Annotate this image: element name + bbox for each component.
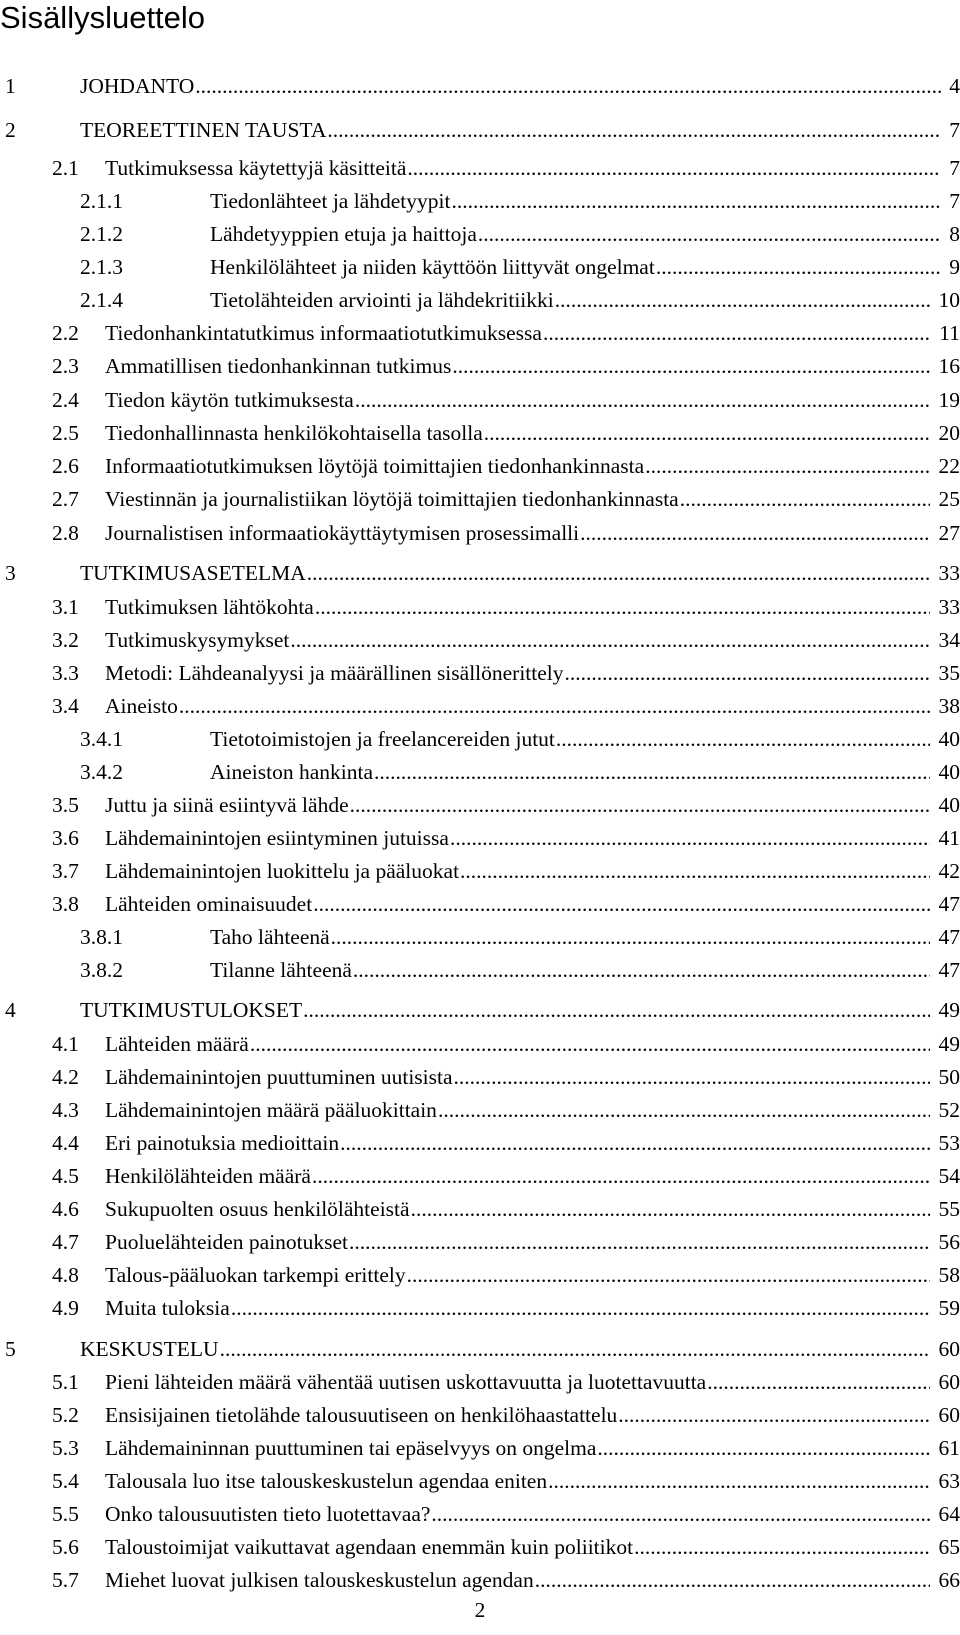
toc-leader xyxy=(105,1465,930,1497)
toc-title: Tietotoimistojen ja freelancereiden jutut xyxy=(210,727,555,751)
toc-number: 3.6 xyxy=(52,826,79,850)
toc-title: Lähdemainintojen luokittelu ja pääluokat xyxy=(105,859,460,883)
toc-chapter-row[interactable] xyxy=(0,994,960,1026)
toc-number: 5.2 xyxy=(52,1403,79,1427)
toc-title: TUTKIMUSTULOKSET xyxy=(80,998,303,1022)
toc-leader xyxy=(80,114,941,146)
toc-title: Tiedon käytön tutkimuksesta xyxy=(105,388,354,412)
toc-leader xyxy=(105,690,930,722)
toc-page-number: 20 xyxy=(938,421,960,445)
toc-leader xyxy=(105,1366,930,1398)
toc-title: Metodi: Lähdeanalyysi ja määrällinen sisällönerittely xyxy=(105,661,564,685)
dot-leader xyxy=(312,1160,930,1192)
toc-page-number: 53 xyxy=(938,1131,960,1155)
toc-leader xyxy=(80,994,930,1026)
dot-leader xyxy=(484,417,930,449)
toc-page-number: 25 xyxy=(938,487,960,511)
toc-title: Tutkimuksessa käytettyjä käsitteitä xyxy=(105,156,407,180)
toc-title: Lähdemainintojen määrä pääluokittain xyxy=(105,1098,437,1122)
toc-section-row[interactable] xyxy=(0,1498,960,1530)
toc-section-row[interactable] xyxy=(0,1028,960,1060)
toc-section-row[interactable] xyxy=(0,1094,960,1126)
page-title: Sisällysluettelo xyxy=(0,0,206,35)
toc-leader xyxy=(105,591,930,623)
toc-chapter-row[interactable] xyxy=(0,557,960,589)
toc-title: Ensisijainen tietolähde talousuutiseen on henkilöhaastattelu xyxy=(105,1403,618,1427)
toc-number: 5 xyxy=(5,1337,16,1361)
toc-title: TEOREETTINEN TAUSTA xyxy=(80,118,327,142)
toc-number: 4.8 xyxy=(52,1263,79,1287)
toc-number: 2.4 xyxy=(52,388,79,412)
toc-leader xyxy=(105,1127,930,1159)
toc-number: 3.4.1 xyxy=(80,727,123,751)
toc-section-row[interactable] xyxy=(0,690,960,722)
toc-page-number: 22 xyxy=(938,454,960,478)
toc-number: 3.2 xyxy=(52,628,79,652)
dot-leader xyxy=(231,1292,930,1324)
toc-title: Lähdemainintojen esiintyminen jutuissa xyxy=(105,826,449,850)
toc-section-row[interactable] xyxy=(0,1366,960,1398)
toc-leader xyxy=(105,1094,930,1126)
toc-number: 5.1 xyxy=(52,1370,79,1394)
toc-title: Aineiston hankinta xyxy=(210,760,374,784)
toc-leader xyxy=(80,70,941,102)
dot-leader xyxy=(349,1226,930,1258)
toc-title: Tietolähteiden arviointi ja lähdekritiikki xyxy=(210,288,554,312)
dot-leader xyxy=(353,954,930,986)
toc-page-number: 47 xyxy=(938,925,960,949)
toc-number: 5.6 xyxy=(52,1535,79,1559)
toc-section-row[interactable] xyxy=(0,417,960,449)
toc-page-number: 9 xyxy=(949,255,960,279)
toc-number: 2.6 xyxy=(52,454,79,478)
toc-page-number: 60 xyxy=(938,1403,960,1427)
toc-title: Tiedonhallinnasta henkilökohtaisella tasolla xyxy=(105,421,483,445)
dot-leader xyxy=(250,1028,930,1060)
toc-number: 4.4 xyxy=(52,1131,79,1155)
toc-leader xyxy=(210,723,930,755)
toc-page-number: 7 xyxy=(949,189,960,213)
toc-section-row[interactable] xyxy=(0,317,960,349)
dot-leader xyxy=(374,756,930,788)
toc-leader xyxy=(105,822,930,854)
toc-title: Tiedonhankintatutkimus informaatiotutkimuksessa xyxy=(105,321,542,345)
toc-page-number: 47 xyxy=(938,958,960,982)
toc-section-row[interactable] xyxy=(0,1399,960,1431)
toc-leader xyxy=(105,384,930,416)
toc-page-number: 38 xyxy=(938,694,960,718)
toc-section-row[interactable] xyxy=(0,450,960,482)
toc-leader xyxy=(105,888,930,920)
toc-number: 1 xyxy=(5,74,16,98)
toc-number: 3 xyxy=(5,561,16,585)
toc-leader xyxy=(105,517,930,549)
dot-leader xyxy=(331,921,930,953)
toc-page-number: 33 xyxy=(938,595,960,619)
toc-page-number: 59 xyxy=(938,1296,960,1320)
dot-leader xyxy=(656,251,941,283)
toc-subsection-row[interactable] xyxy=(0,723,960,755)
toc-page-number: 52 xyxy=(938,1098,960,1122)
toc-section-row[interactable] xyxy=(0,789,960,821)
dot-leader xyxy=(707,1366,930,1398)
toc-page-number: 7 xyxy=(949,156,960,180)
dot-leader xyxy=(452,350,930,382)
toc-leader xyxy=(105,1160,930,1192)
toc-page-number: 66 xyxy=(938,1568,960,1592)
toc-page-number: 61 xyxy=(938,1436,960,1460)
toc-page-number: 27 xyxy=(938,521,960,545)
toc-number: 4.7 xyxy=(52,1230,79,1254)
toc-title: TUTKIMUSASETELMA xyxy=(80,561,306,585)
toc-number: 3.8.2 xyxy=(80,958,123,982)
toc-page-number: 49 xyxy=(938,1032,960,1056)
toc-title: Henkilölähteet ja niiden käyttöön liittyvät ongelmat xyxy=(210,255,655,279)
toc-title: Lähteiden määrä xyxy=(105,1032,249,1056)
toc-number: 4.3 xyxy=(52,1098,79,1122)
toc-section-row[interactable] xyxy=(0,517,960,549)
toc-title: Henkilölähteiden määrä xyxy=(105,1164,311,1188)
dot-leader xyxy=(290,624,930,656)
toc-page-number: 55 xyxy=(938,1197,960,1221)
toc-title: Tilanne lähteenä xyxy=(210,958,352,982)
toc-section-row[interactable] xyxy=(0,1193,960,1225)
dot-leader xyxy=(195,70,941,102)
toc-title: Lähdemainintojen puuttuminen uutisista xyxy=(105,1065,453,1089)
toc-number: 3.8 xyxy=(52,892,79,916)
dot-leader xyxy=(565,657,930,689)
toc-page-number: 63 xyxy=(938,1469,960,1493)
toc-leader xyxy=(105,1259,930,1291)
toc-section-row[interactable] xyxy=(0,1127,960,1159)
dot-leader xyxy=(438,1094,930,1126)
toc-number: 3.5 xyxy=(52,793,79,817)
toc-number: 2.8 xyxy=(52,521,79,545)
toc-title: Viestinnän ja journalistiikan löytöjä toimittajien tiedonhankinnasta xyxy=(105,487,679,511)
toc-page-number: 33 xyxy=(938,561,960,585)
toc-section-row[interactable] xyxy=(0,591,960,623)
toc-page-number: 40 xyxy=(938,793,960,817)
toc-page-number: 41 xyxy=(938,826,960,850)
toc-page-number: 40 xyxy=(938,760,960,784)
dot-leader xyxy=(327,114,941,146)
toc-section-row[interactable] xyxy=(0,1531,960,1563)
toc-section-row[interactable] xyxy=(0,152,960,184)
dot-leader xyxy=(548,1465,930,1497)
toc-page-number: 60 xyxy=(938,1370,960,1394)
toc-number: 4.1 xyxy=(52,1032,79,1056)
toc-leader xyxy=(210,756,930,788)
dot-leader xyxy=(618,1399,930,1431)
toc-page-number: 56 xyxy=(938,1230,960,1254)
toc-title: JOHDANTO xyxy=(80,74,195,98)
toc-page-number: 4 xyxy=(949,74,960,98)
toc-subsection-row[interactable] xyxy=(0,185,960,217)
page-number: 2 xyxy=(474,1598,486,1622)
toc-number: 2.3 xyxy=(52,354,79,378)
toc-leader xyxy=(105,1432,930,1464)
toc-leader xyxy=(210,954,930,986)
toc-page-number: 58 xyxy=(938,1263,960,1287)
toc-subsection-row[interactable] xyxy=(0,921,960,953)
dot-leader xyxy=(355,384,930,416)
toc-section-row[interactable] xyxy=(0,1432,960,1464)
toc-leader xyxy=(105,1028,930,1060)
dot-leader xyxy=(556,723,930,755)
toc-number: 2.5 xyxy=(52,421,79,445)
toc-title: Eri painotuksia medioittain xyxy=(105,1131,340,1155)
toc-page-number: 34 xyxy=(938,628,960,652)
toc-section-row[interactable] xyxy=(0,1259,960,1291)
dot-leader xyxy=(407,152,941,184)
toc-number: 2.1.2 xyxy=(80,222,123,246)
toc-number: 4 xyxy=(5,998,16,1022)
toc-section-row[interactable] xyxy=(0,624,960,656)
toc-title: Taloustoimijat vaikuttavat agendaan enemmän kuin poliitikot xyxy=(105,1535,634,1559)
toc-page-number: 7 xyxy=(949,118,960,142)
toc-section-row[interactable] xyxy=(0,855,960,887)
toc-leader xyxy=(210,251,941,283)
toc-title: KESKUSTELU xyxy=(80,1337,219,1361)
toc-leader xyxy=(105,1292,930,1324)
toc-leader xyxy=(210,284,930,316)
toc-page-number: 50 xyxy=(938,1065,960,1089)
toc-number: 3.7 xyxy=(52,859,79,883)
toc-number: 5.5 xyxy=(52,1502,79,1526)
dot-leader xyxy=(315,591,930,623)
toc-section-row[interactable] xyxy=(0,350,960,382)
dot-leader xyxy=(454,1061,930,1093)
dot-leader xyxy=(543,317,930,349)
toc-section-row[interactable] xyxy=(0,1465,960,1497)
toc-title: Pieni lähteiden määrä vähentää uutisen uskottavuutta ja luotettavuutta xyxy=(105,1370,707,1394)
toc-page-number: 40 xyxy=(938,727,960,751)
toc-chapter-row[interactable] xyxy=(0,70,960,102)
dot-leader xyxy=(340,1127,930,1159)
toc-title: Onko talousuutisten tieto luotettavaa? xyxy=(105,1502,431,1526)
toc-page-number: 11 xyxy=(939,321,960,345)
toc-page-number: 42 xyxy=(938,859,960,883)
dot-leader xyxy=(407,1259,930,1291)
dot-leader xyxy=(179,690,930,722)
toc-leader xyxy=(80,1333,930,1365)
toc-title: Lähdetyyppien etuja ja haittoja xyxy=(210,222,477,246)
toc-leader xyxy=(105,450,930,482)
toc-section-row[interactable] xyxy=(0,1292,960,1324)
dot-leader xyxy=(460,855,930,887)
toc-number: 2.2 xyxy=(52,321,79,345)
dot-leader xyxy=(450,822,930,854)
toc-leader xyxy=(210,921,930,953)
dot-leader xyxy=(303,994,930,1026)
toc-leader xyxy=(210,185,941,217)
toc-number: 2.1.1 xyxy=(80,189,123,213)
toc-page-number: 49 xyxy=(938,998,960,1022)
toc-leader xyxy=(105,855,930,887)
dot-leader xyxy=(597,1432,930,1464)
toc-title: Tutkimuskysymykset xyxy=(105,628,290,652)
dot-leader xyxy=(350,789,930,821)
toc-number: 2.1.4 xyxy=(80,288,123,312)
toc-number: 5.4 xyxy=(52,1469,79,1493)
toc-title: Talousala luo itse talouskeskustelun agendaa eniten xyxy=(105,1469,548,1493)
toc-leader xyxy=(105,152,941,184)
toc-title: Ammatillisen tiedonhankinnan tutkimus xyxy=(105,354,452,378)
toc-title: Puoluelähteiden painotukset xyxy=(105,1230,349,1254)
toc-section-row[interactable] xyxy=(0,1160,960,1192)
toc-leader xyxy=(105,1564,930,1596)
toc-number: 3.4.2 xyxy=(80,760,123,784)
toc-leader xyxy=(210,218,941,250)
toc-title: Informaatiotutkimuksen löytöjä toimittajien tiedonhankinnasta xyxy=(105,454,645,478)
toc-leader xyxy=(105,1226,930,1258)
toc-subsection-row[interactable] xyxy=(0,218,960,250)
toc-title: Miehet luovat julkisen talouskeskustelun agendan xyxy=(105,1568,534,1592)
toc-section-row[interactable] xyxy=(0,1564,960,1596)
dot-leader xyxy=(451,185,941,217)
toc-title: Taho lähteenä xyxy=(210,925,330,949)
toc-leader xyxy=(105,789,930,821)
dot-leader xyxy=(307,557,930,589)
toc-section-row[interactable] xyxy=(0,888,960,920)
toc-leader xyxy=(105,657,930,689)
dot-leader xyxy=(634,1531,930,1563)
toc-title: Lähdemaininnan puuttuminen tai epäselvyys on ongelma xyxy=(105,1436,597,1460)
toc-section-row[interactable] xyxy=(0,1061,960,1093)
toc-number: 4.6 xyxy=(52,1197,79,1221)
toc-subsection-row[interactable] xyxy=(0,954,960,986)
toc-title: Talous-pääluokan tarkempi erittely xyxy=(105,1263,406,1287)
dot-leader xyxy=(220,1333,930,1365)
dot-leader xyxy=(313,888,930,920)
toc-page-number: 54 xyxy=(938,1164,960,1188)
toc-section-row[interactable] xyxy=(0,657,960,689)
toc-section-row[interactable] xyxy=(0,483,960,515)
toc-leader xyxy=(105,1399,930,1431)
toc-number: 5.7 xyxy=(52,1568,79,1592)
toc-subsection-row[interactable] xyxy=(0,251,960,283)
toc-chapter-row[interactable] xyxy=(0,114,960,146)
dot-leader xyxy=(535,1564,930,1596)
toc-number: 2.1 xyxy=(52,156,79,180)
dot-leader xyxy=(431,1498,930,1530)
toc-leader xyxy=(105,483,930,515)
toc-leader xyxy=(80,557,930,589)
toc-section-row[interactable] xyxy=(0,1226,960,1258)
dot-leader xyxy=(680,483,930,515)
toc-page-number: 47 xyxy=(938,892,960,916)
toc-subsection-row[interactable] xyxy=(0,284,960,316)
toc-page-number: 65 xyxy=(938,1535,960,1559)
toc-leader xyxy=(105,1061,930,1093)
toc-number: 4.9 xyxy=(52,1296,79,1320)
toc-number: 2 xyxy=(5,118,16,142)
toc-subsection-row[interactable] xyxy=(0,756,960,788)
toc-number: 3.1 xyxy=(52,595,79,619)
toc-number: 2.1.3 xyxy=(80,255,123,279)
toc-number: 5.3 xyxy=(52,1436,79,1460)
dot-leader xyxy=(645,450,930,482)
toc-page-number: 64 xyxy=(938,1502,960,1526)
toc-title: Muita tuloksia xyxy=(105,1296,230,1320)
toc-title: Tutkimuksen lähtökohta xyxy=(105,595,314,619)
toc-title: Journalistisen informaatiokäyttäytymisen prosessimalli xyxy=(105,521,580,545)
dot-leader xyxy=(555,284,930,316)
toc-title: Aineisto xyxy=(105,694,178,718)
toc-leader xyxy=(105,1531,930,1563)
toc-page-number: 10 xyxy=(938,288,960,312)
toc-section-row[interactable] xyxy=(0,384,960,416)
toc-number: 3.4 xyxy=(52,694,79,718)
toc-leader xyxy=(105,350,930,382)
toc-leader xyxy=(105,624,930,656)
dot-leader xyxy=(411,1193,930,1225)
toc-title: Sukupuolten osuus henkilölähteistä xyxy=(105,1197,410,1221)
toc-title: Juttu ja siinä esiintyvä lähde xyxy=(105,793,349,817)
toc-title: Lähteiden ominaisuudet xyxy=(105,892,313,916)
toc-page-number: 35 xyxy=(938,661,960,685)
toc-section-row[interactable] xyxy=(0,822,960,854)
toc-number: 2.7 xyxy=(52,487,79,511)
dot-leader xyxy=(580,517,930,549)
toc-leader xyxy=(105,1498,930,1530)
toc-page-number: 19 xyxy=(938,388,960,412)
toc-leader xyxy=(105,1193,930,1225)
toc-page-number: 60 xyxy=(938,1337,960,1361)
dot-leader xyxy=(478,218,941,250)
toc-number: 4.2 xyxy=(52,1065,79,1089)
toc-page-number: 8 xyxy=(949,222,960,246)
toc-leader xyxy=(105,317,930,349)
toc-number: 3.8.1 xyxy=(80,925,123,949)
toc-number: 3.3 xyxy=(52,661,79,685)
toc-page-number: 16 xyxy=(938,354,960,378)
toc-title: Tiedonlähteet ja lähdetyypit xyxy=(210,189,451,213)
toc-chapter-row[interactable] xyxy=(0,1333,960,1365)
toc-leader xyxy=(105,417,930,449)
toc-number: 4.5 xyxy=(52,1164,79,1188)
